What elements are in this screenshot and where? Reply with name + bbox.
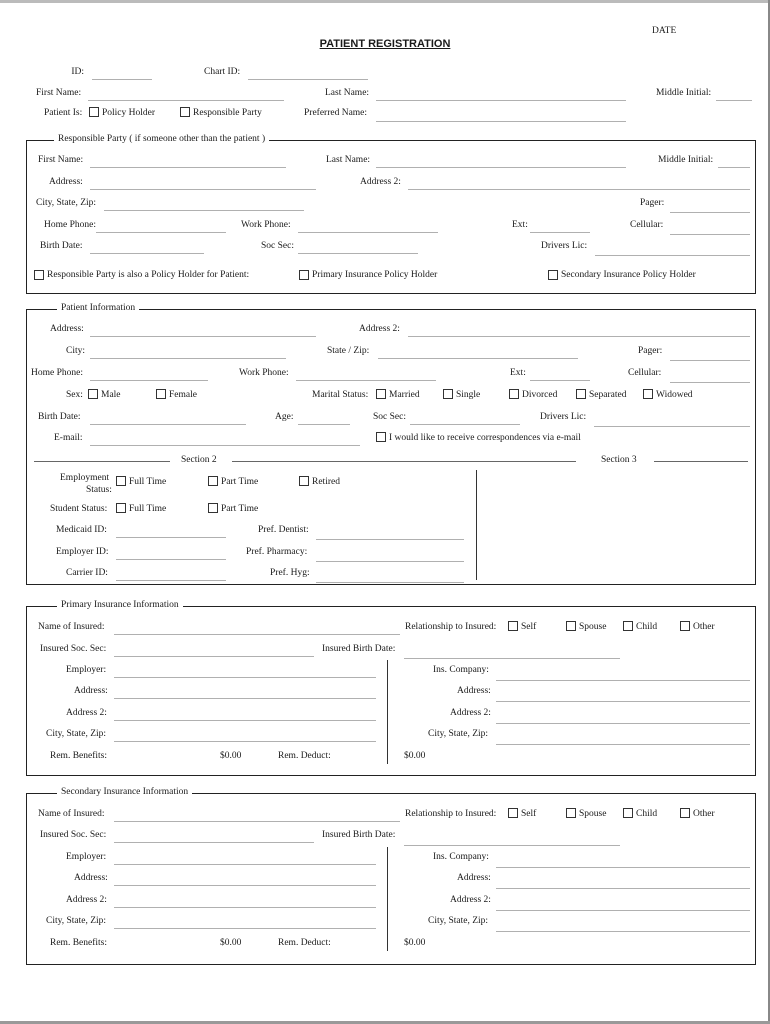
sec-self-label: Self — [521, 809, 537, 819]
email-opt-label: I would like to receive correspondences via e-mail — [389, 433, 581, 443]
rp-address-field[interactable] — [90, 189, 316, 190]
first-name-label: First Name: — [36, 88, 82, 98]
pri-relationship-label: Relationship to Insured: — [405, 622, 497, 632]
sec-address-r-field[interactable] — [496, 888, 750, 889]
rp-home-phone-field[interactable] — [96, 232, 226, 233]
married-label: Married — [389, 390, 420, 400]
pref-dentist-field[interactable] — [316, 539, 464, 540]
pt-ext-label: Ext: — [510, 368, 526, 378]
id-label: ID: — [71, 67, 84, 77]
sec-address2-field[interactable] — [114, 907, 376, 908]
rp-soc-sec-label: Soc Sec: — [261, 241, 294, 251]
marital-status-label: Marital Status: — [312, 390, 369, 400]
preferred-name-label: Preferred Name: — [304, 108, 368, 118]
pri-address-label: Address: — [74, 686, 108, 696]
sec-benefits-value: $0.00 — [220, 938, 242, 948]
pri-self-checkbox[interactable] — [508, 621, 518, 631]
married-checkbox[interactable] — [376, 389, 386, 399]
pri-column-divider — [387, 660, 388, 764]
pt-work-phone-label: Work Phone: — [239, 368, 289, 378]
rp-address2-label: Address 2: — [360, 177, 401, 187]
secondary-holder-checkbox[interactable] — [548, 270, 558, 280]
pt-address-label: Address: — [50, 324, 84, 334]
pri-ins-company-field[interactable] — [496, 680, 750, 681]
pref-hyg-field[interactable] — [316, 582, 464, 583]
primary-holder-checkbox[interactable] — [299, 270, 309, 280]
sec-spouse-checkbox[interactable] — [566, 808, 576, 818]
first-name-field[interactable] — [88, 100, 284, 101]
sec-ins-company-field[interactable] — [496, 867, 750, 868]
sec-ins-company-label: Ins. Company: — [433, 852, 489, 862]
email-opt-checkbox[interactable] — [376, 432, 386, 442]
rp-city-label: City, State, Zip: — [36, 198, 97, 208]
pri-address2-label: Address 2: — [66, 708, 107, 718]
sec-address-r-label: Address: — [457, 873, 491, 883]
pri-name-insured-field[interactable] — [114, 634, 400, 635]
responsible-party-label: Responsible Party — [193, 108, 262, 118]
section2-rule-right — [232, 461, 576, 462]
pri-address2-r-field[interactable] — [496, 723, 750, 724]
pri-city-label: City, State, Zip: — [46, 729, 107, 739]
pri-name-insured-label: Name of Insured: — [38, 622, 105, 632]
pt-home-phone-field[interactable] — [90, 380, 208, 381]
pt-pager-label: Pager: — [638, 346, 663, 356]
pt-soc-sec-label: Soc Sec: — [373, 412, 406, 422]
pref-pharmacy-label: Pref. Pharmacy: — [246, 547, 308, 557]
rp-pager-field[interactable] — [670, 212, 750, 213]
also-policy-holder-label: Responsible Party is also a Policy Holder for Patient: — [47, 270, 250, 280]
pri-insured-birth-field[interactable] — [404, 658, 620, 659]
sec-other-checkbox[interactable] — [680, 808, 690, 818]
sec-address-label: Address: — [74, 873, 108, 883]
sec-relationship-label: Relationship to Insured: — [405, 809, 497, 819]
sec-child-checkbox[interactable] — [623, 808, 633, 818]
patient-info-legend: Patient Information — [57, 303, 139, 314]
separated-checkbox[interactable] — [576, 389, 586, 399]
pt-address-field[interactable] — [90, 336, 316, 337]
pri-address-field[interactable] — [114, 698, 376, 699]
pri-insured-ss-label: Insured Soc. Sec: — [40, 644, 107, 654]
sec-child-label: Child — [636, 809, 658, 819]
pri-city-r-label: City, State, Zip: — [428, 729, 489, 739]
stu-part-time-checkbox[interactable] — [208, 503, 218, 513]
employment-status-label: Status: — [86, 485, 112, 495]
pref-pharmacy-field[interactable] — [316, 561, 464, 562]
sec-city-r-label: City, State, Zip: — [428, 916, 489, 926]
pri-insured-birth-label: Insured Birth Date: — [322, 644, 396, 654]
email-field[interactable] — [90, 445, 360, 446]
single-label: Single — [456, 390, 481, 400]
sec-spouse-label: Spouse — [579, 809, 607, 819]
female-checkbox[interactable] — [156, 389, 166, 399]
sec-self-checkbox[interactable] — [508, 808, 518, 818]
sec-insured-birth-field[interactable] — [404, 845, 620, 846]
rp-drivers-lic-label: Drivers Lic: — [541, 241, 588, 251]
widowed-checkbox[interactable] — [643, 389, 653, 399]
pt-cellular-label: Cellular: — [628, 368, 662, 378]
rp-home-phone-label: Home Phone: — [44, 220, 96, 230]
rp-pager-label: Pager: — [640, 198, 665, 208]
divorced-label: Divorced — [522, 390, 558, 400]
sec-city-field[interactable] — [114, 928, 376, 929]
pt-state-zip-field[interactable] — [378, 358, 578, 359]
responsible-party-checkbox[interactable] — [180, 107, 190, 117]
also-policy-holder-checkbox[interactable] — [34, 270, 44, 280]
pref-hyg-label: Pref. Hyg: — [270, 568, 310, 578]
divorced-checkbox[interactable] — [509, 389, 519, 399]
employer-id-label: Employer ID: — [56, 547, 109, 557]
pri-address-r-field[interactable] — [496, 701, 750, 702]
rp-cellular-label: Cellular: — [630, 220, 664, 230]
pri-rem-benefits-label: Rem. Benefits: — [50, 751, 107, 761]
emp-part-time-label: Part Time — [221, 477, 259, 487]
sec-rem-benefits-label: Rem. Benefits: — [50, 938, 107, 948]
sec-city-label: City, State, Zip: — [46, 916, 107, 926]
middle-initial-label: Middle Initial: — [656, 88, 712, 98]
pt-home-phone-label: Home Phone: — [31, 368, 83, 378]
section3-rule — [654, 461, 748, 462]
medicaid-id-label: Medicaid ID: — [56, 525, 107, 535]
pt-work-phone-field[interactable] — [296, 380, 436, 381]
secondary-insurance-legend: Secondary Insurance Information — [57, 787, 192, 798]
emp-part-time-checkbox[interactable] — [208, 476, 218, 486]
section2-title: Section 2 — [181, 455, 217, 465]
rp-birth-date-field[interactable] — [90, 253, 204, 254]
responsible-party-legend: Responsible Party ( if someone other than the patient ) — [54, 134, 269, 145]
pri-city-r-field[interactable] — [496, 744, 750, 745]
rp-cellular-field[interactable] — [670, 234, 750, 235]
pri-child-checkbox[interactable] — [623, 621, 633, 631]
scan-edge-top — [0, 0, 770, 3]
stu-full-time-label: Full Time — [129, 504, 167, 514]
page-title: PATIENT REGISTRATION — [319, 38, 451, 50]
secondary-holder-label: Secondary Insurance Policy Holder — [561, 270, 696, 280]
pt-state-zip-label: State / Zip: — [327, 346, 370, 356]
sec-column-divider — [387, 847, 388, 951]
sec-name-insured-label: Name of Insured: — [38, 809, 105, 819]
medicaid-id-field[interactable] — [116, 537, 226, 538]
pt-city-field[interactable] — [90, 358, 286, 359]
pri-employer-field[interactable] — [114, 677, 376, 678]
rp-first-name-field[interactable] — [90, 167, 286, 168]
rp-last-name-label: Last Name: — [326, 155, 371, 165]
carrier-id-field[interactable] — [116, 580, 226, 581]
emp-full-time-checkbox[interactable] — [116, 476, 126, 486]
sec-insured-ss-field[interactable] — [114, 842, 314, 843]
pri-child-label: Child — [636, 622, 658, 632]
rp-drivers-lic-field[interactable] — [595, 255, 750, 256]
sec-name-insured-field[interactable] — [114, 821, 400, 822]
pri-spouse-checkbox[interactable] — [566, 621, 576, 631]
chart-id-field[interactable] — [248, 79, 368, 80]
rp-middle-initial-field[interactable] — [718, 167, 750, 168]
sec-insured-ss-label: Insured Soc. Sec: — [40, 830, 107, 840]
male-label: Male — [101, 390, 121, 400]
pri-deduct-value: $0.00 — [404, 751, 426, 761]
stu-full-time-checkbox[interactable] — [116, 503, 126, 513]
primary-holder-label: Primary Insurance Policy Holder — [312, 270, 438, 280]
pt-drivers-lic-label: Drivers Lic: — [540, 412, 587, 422]
last-name-field[interactable] — [376, 100, 626, 101]
rp-address2-field[interactable] — [408, 189, 750, 190]
widowed-label: Widowed — [656, 390, 693, 400]
pri-self-label: Self — [521, 622, 537, 632]
sec-deduct-value: $0.00 — [404, 938, 426, 948]
pt-ext-field[interactable] — [530, 380, 590, 381]
sec-address2-label: Address 2: — [66, 895, 107, 905]
rp-ext-label: Ext: — [512, 220, 528, 230]
age-label: Age: — [275, 412, 294, 422]
age-field[interactable] — [298, 424, 350, 425]
policy-holder-checkbox[interactable] — [89, 107, 99, 117]
pt-cellular-field[interactable] — [670, 382, 750, 383]
pri-employer-label: Employer: — [66, 665, 107, 675]
pt-soc-sec-field[interactable] — [410, 424, 520, 425]
sec-employer-label: Employer: — [66, 852, 107, 862]
pt-birth-date-label: Birth Date: — [38, 412, 81, 422]
preferred-name-field[interactable] — [376, 121, 626, 122]
sec-rem-deduct-label: Rem. Deduct: — [278, 938, 331, 948]
pref-dentist-label: Pref. Dentist: — [258, 525, 309, 535]
primary-insurance-legend: Primary Insurance Information — [57, 600, 183, 611]
single-checkbox[interactable] — [443, 389, 453, 399]
pri-address2-field[interactable] — [114, 720, 376, 721]
rp-birth-date-label: Birth Date: — [40, 241, 83, 251]
middle-initial-field[interactable] — [716, 100, 752, 101]
pri-ins-company-label: Ins. Company: — [433, 665, 489, 675]
sec-address-field[interactable] — [114, 885, 376, 886]
stu-part-time-label: Part Time — [221, 504, 259, 514]
sec-employer-field[interactable] — [114, 864, 376, 865]
pri-address-r-label: Address: — [457, 686, 491, 696]
sex-label: Sex: — [66, 390, 83, 400]
employment-label: Employment — [60, 473, 110, 483]
employer-id-field[interactable] — [116, 559, 226, 560]
pri-benefits-value: $0.00 — [220, 751, 242, 761]
rp-address-label: Address: — [49, 177, 83, 187]
sec-other-label: Other — [693, 809, 715, 819]
section2-rule-left — [34, 461, 170, 462]
carrier-id-label: Carrier ID: — [66, 568, 108, 578]
sec-address2-r-label: Address 2: — [450, 895, 491, 905]
pt-address2-label: Address 2: — [359, 324, 400, 334]
rp-work-phone-field[interactable] — [298, 232, 438, 233]
section-divider — [476, 470, 477, 580]
section3-title: Section 3 — [601, 455, 637, 465]
sec-address2-r-field[interactable] — [496, 910, 750, 911]
pri-other-checkbox[interactable] — [680, 621, 690, 631]
id-field[interactable] — [92, 79, 152, 80]
rp-ext-field[interactable] — [530, 232, 590, 233]
pt-address2-field[interactable] — [408, 336, 750, 337]
female-label: Female — [169, 390, 197, 400]
sec-insured-birth-label: Insured Birth Date: — [322, 830, 396, 840]
separated-label: Separated — [589, 390, 627, 400]
pri-city-field[interactable] — [114, 741, 376, 742]
rp-first-name-label: First Name: — [38, 155, 84, 165]
pt-birth-date-field[interactable] — [90, 424, 246, 425]
rp-middle-initial-label: Middle Initial: — [658, 155, 714, 165]
pri-other-label: Other — [693, 622, 715, 632]
pt-city-label: City: — [66, 346, 86, 356]
retired-checkbox[interactable] — [299, 476, 309, 486]
policy-holder-label: Policy Holder — [102, 108, 156, 118]
pri-rem-deduct-label: Rem. Deduct: — [278, 751, 331, 761]
student-status-label: Student Status: — [50, 504, 108, 514]
last-name-label: Last Name: — [325, 88, 370, 98]
pt-drivers-lic-field[interactable] — [594, 426, 750, 427]
date-label: DATE — [652, 26, 677, 36]
pri-insured-ss-field[interactable] — [114, 656, 314, 657]
rp-last-name-field[interactable] — [376, 167, 626, 168]
retired-label: Retired — [312, 477, 340, 487]
email-label: E-mail: — [54, 433, 83, 443]
chart-id-label: Chart ID: — [204, 67, 241, 77]
sec-city-r-field[interactable] — [496, 931, 750, 932]
emp-full-time-label: Full Time — [129, 477, 167, 487]
patient-is-label: Patient Is: — [44, 108, 83, 118]
rp-city-field[interactable] — [104, 210, 304, 211]
rp-work-phone-label: Work Phone: — [241, 220, 291, 230]
pt-pager-field[interactable] — [670, 360, 750, 361]
pri-spouse-label: Spouse — [579, 622, 607, 632]
male-checkbox[interactable] — [88, 389, 98, 399]
pri-address2-r-label: Address 2: — [450, 708, 491, 718]
rp-soc-sec-field[interactable] — [298, 253, 418, 254]
